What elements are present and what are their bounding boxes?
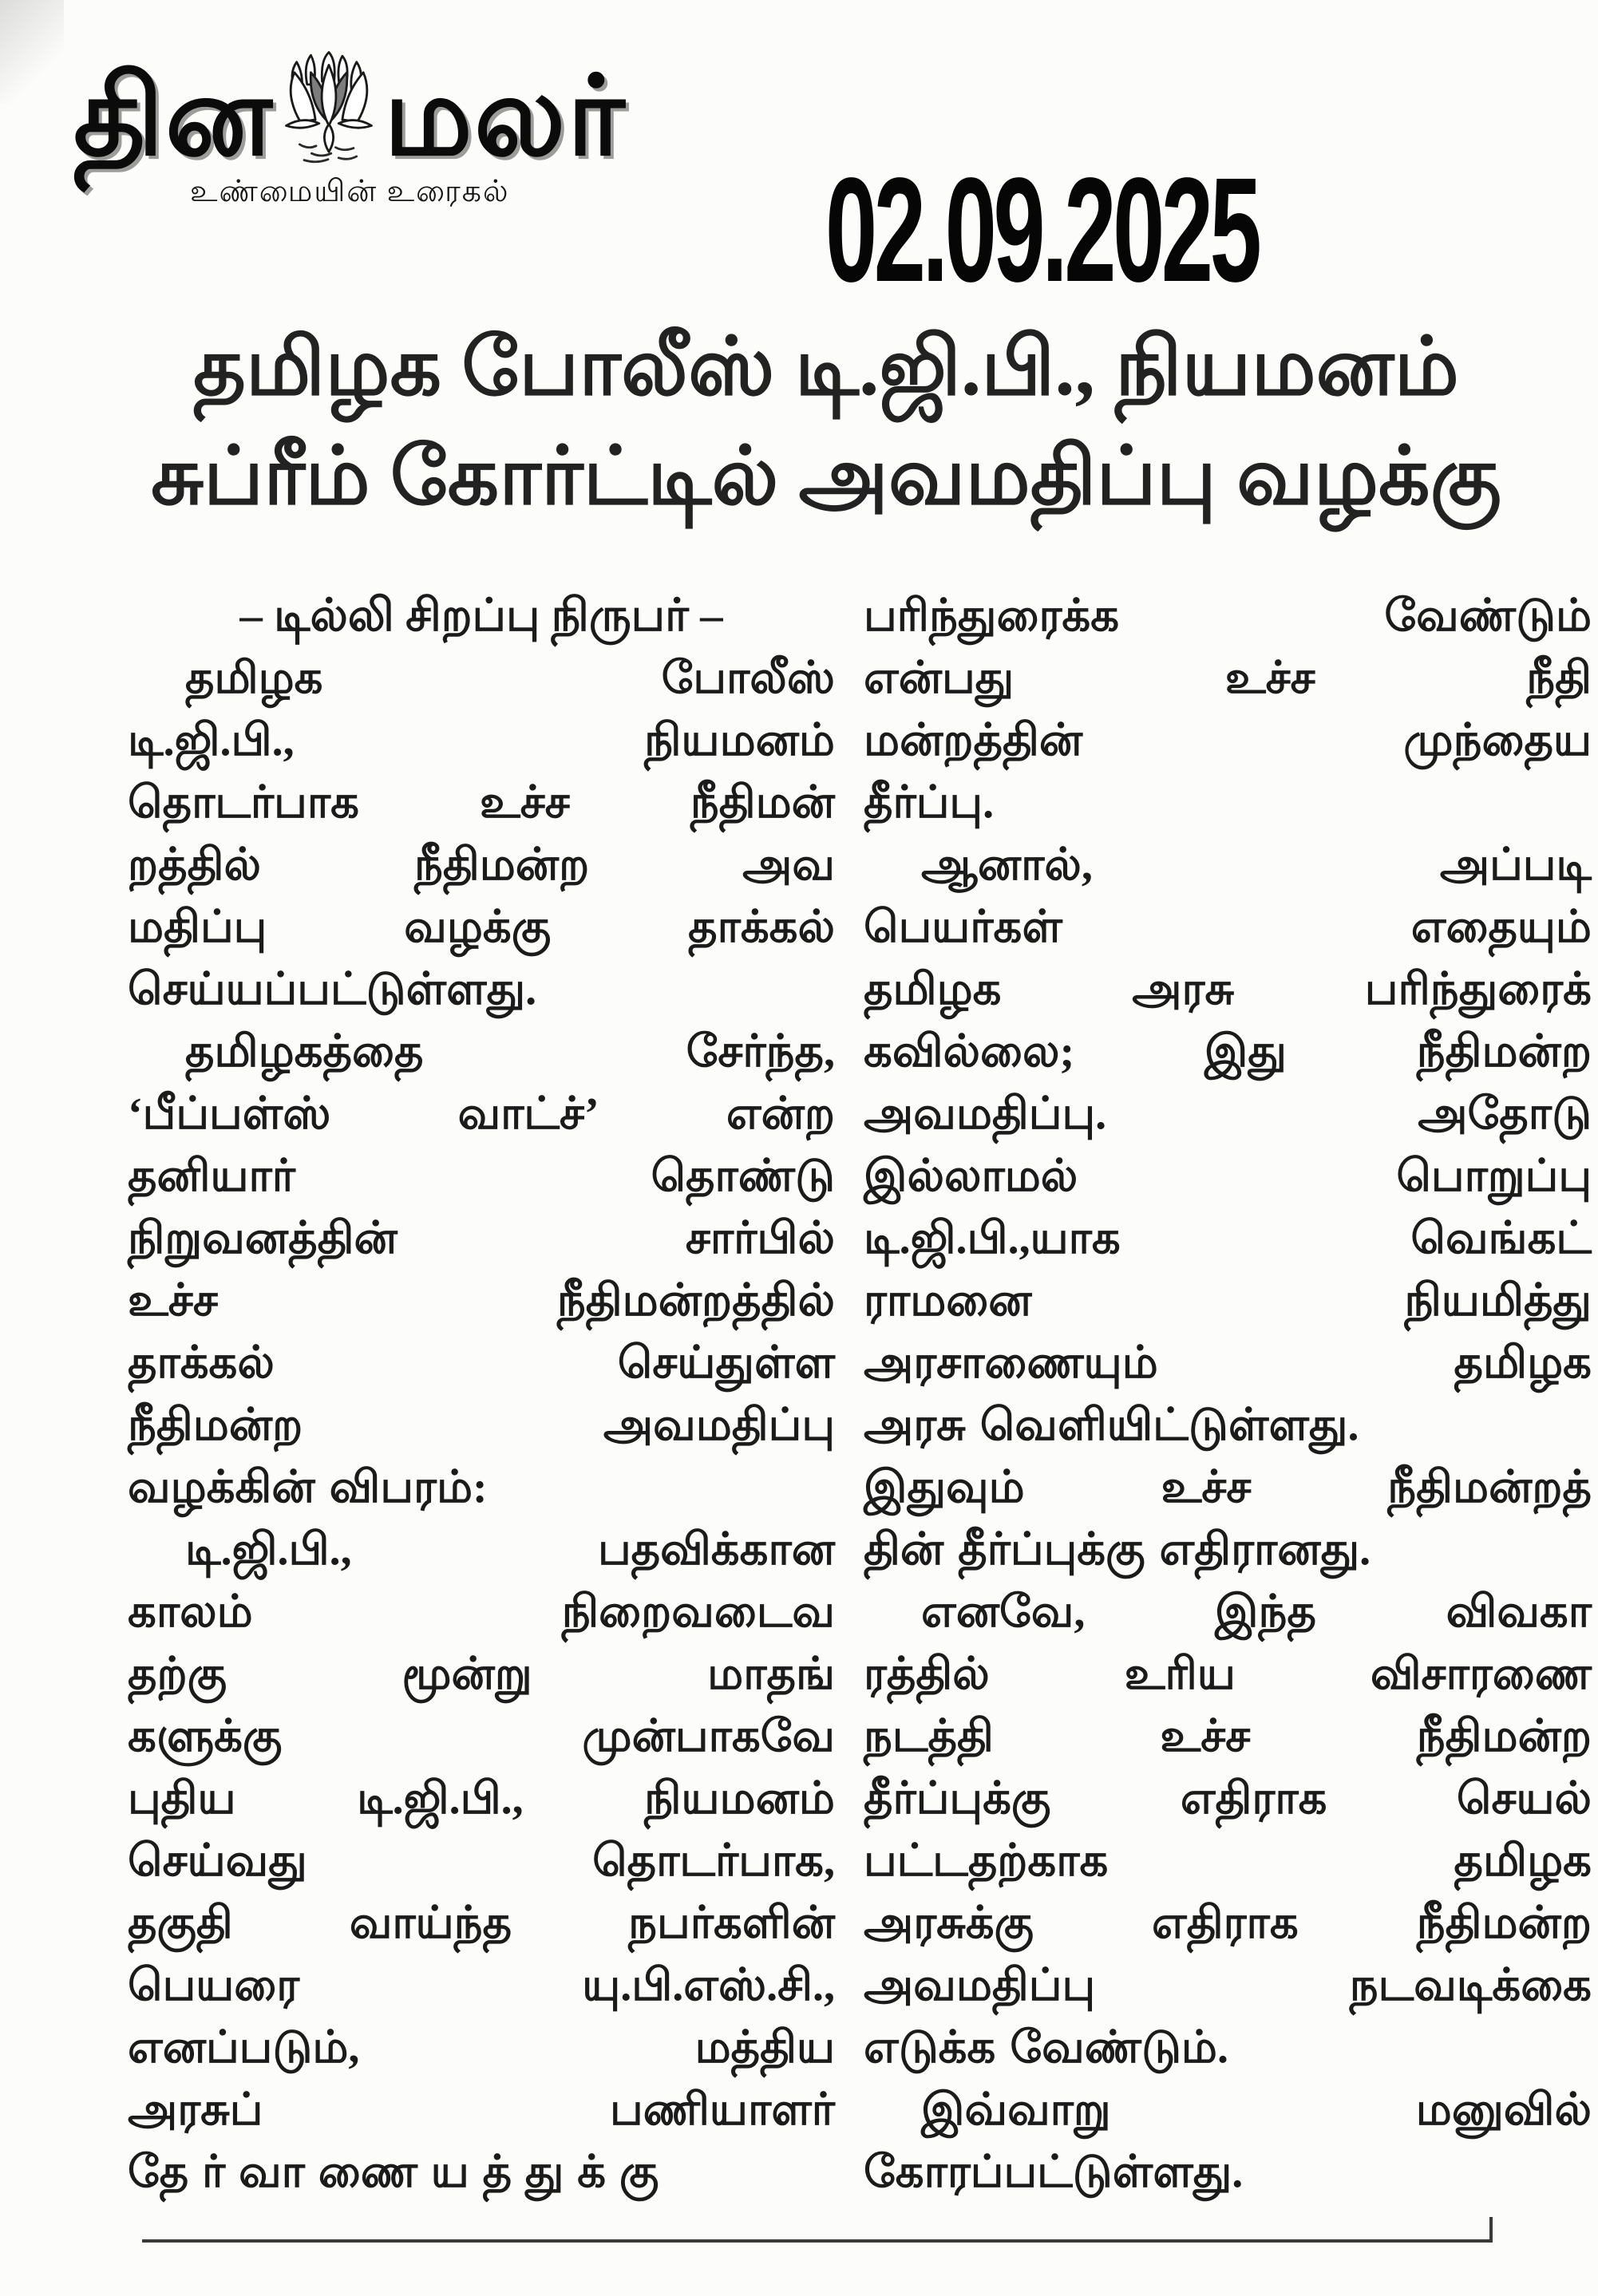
word: எனவே, (921, 1587, 1086, 1637)
word: எதிராக (1152, 1898, 1299, 1948)
bottom-rule-tick (1489, 2217, 1493, 2243)
article-body (128, 587, 1592, 2206)
word: தனியார் (128, 1151, 295, 1201)
word: யு.பி.எஸ்.சி., (582, 1960, 835, 2010)
text-line (864, 2019, 1592, 2081)
word: இவ்வாறு (921, 2085, 1111, 2135)
text-line (864, 1148, 1592, 1210)
word: உச்ச (1161, 1462, 1252, 1512)
word: முந்தைய (1403, 715, 1592, 765)
word: களுக்கு (128, 1711, 283, 1761)
word: அரசுப் (128, 2085, 263, 2135)
word: மன்றத்தின் (864, 715, 1083, 765)
text-line (128, 1148, 835, 1210)
word: அப்படி (1439, 840, 1592, 890)
issue-date-text: 02.09.2025 (825, 148, 1259, 313)
word: எனப்படும், (128, 2022, 360, 2073)
text-line (128, 650, 835, 712)
text-line (128, 1646, 835, 1708)
word: டி.ஜி.பி., (128, 715, 295, 765)
dinamalar-logo (73, 56, 627, 209)
word: அவமதிப்பு. (864, 1089, 1107, 1139)
word: எதிராக (1180, 1773, 1327, 1824)
word: உச்ச (1224, 653, 1315, 703)
text-line (864, 1770, 1592, 1832)
word: வெங்கட் (1410, 1213, 1592, 1263)
text-line (864, 1895, 1592, 1957)
word: தின் (864, 1524, 944, 1575)
word: மத்திய (694, 2022, 835, 2073)
word: டி.ஜி.பி.,யாக (864, 1213, 1121, 1263)
word: ஆனால், (921, 840, 1093, 890)
word: டி.ஜி.பி., (357, 1773, 524, 1824)
logo-row (73, 56, 627, 178)
word: போலீஸ் (661, 653, 835, 703)
word: தமிழக (185, 653, 323, 703)
text-line (864, 1210, 1592, 1272)
word: எடுக்க (864, 2022, 996, 2073)
word: எதிரானது. (1159, 1524, 1371, 1575)
word: பெயர்கள் (864, 902, 1062, 952)
word: அவமதிப்பு (864, 1960, 1096, 2010)
text-line (864, 1085, 1592, 1148)
word: தமிழக (1454, 1338, 1592, 1388)
word: தேர்வாணையத்துக்கு (128, 2147, 673, 2197)
word: என்ற (726, 1089, 835, 1139)
bottom-rule (142, 2239, 1493, 2243)
word: நீதி (1526, 653, 1592, 703)
word: புதிய (128, 1773, 236, 1824)
word: வழக்கு (404, 902, 552, 952)
text-line (864, 1708, 1592, 1770)
text-line (864, 836, 1592, 899)
word: செயல் (1456, 1773, 1592, 1824)
word: கவில்லை; (864, 1026, 1075, 1077)
text-line (128, 1895, 835, 1957)
word: இது (1204, 1026, 1287, 1077)
text-line (128, 1334, 835, 1397)
word: தீர்ப்புக்கு (864, 1773, 1051, 1824)
word: ‘பீப்பள்ஸ் (128, 1089, 331, 1139)
word: மனுவில் (1415, 2085, 1592, 2135)
text-line (128, 2081, 835, 2144)
text-line (864, 712, 1592, 774)
text-line (864, 1397, 1592, 1459)
word: தீர்ப்பு. (864, 777, 995, 828)
word: அதோடு (1418, 1089, 1592, 1139)
word: செய்யப்பட்டுள்ளது. (128, 964, 537, 1014)
issue-date (825, 148, 1513, 313)
byline: – டில்லி சிறப்பு நிருபர் – (239, 590, 723, 641)
word: மதிப்பு (128, 902, 267, 952)
word: உச்ச (128, 1275, 218, 1326)
word: இந்த (1215, 1587, 1316, 1637)
word: அரசுக்கு (864, 1898, 1034, 1948)
word: வேண்டும். (1010, 2022, 1228, 2073)
word: செய்துள்ள (617, 1338, 835, 1388)
text-line (864, 1334, 1592, 1397)
word: சேர்ந்த, (686, 1026, 835, 1077)
word: நீதிமன்றத்தில் (556, 1275, 835, 1326)
word: தகுதி (128, 1898, 233, 1948)
word: வாய்ந்த (349, 1898, 512, 1948)
word: ரத்தில் (864, 1649, 990, 1699)
article-column-left (128, 587, 835, 2206)
text-line (864, 2081, 1592, 2144)
word: உரிய (1124, 1649, 1236, 1699)
word: நீதிமன்ற (128, 1400, 303, 1450)
word: விசாரணை (1370, 1649, 1592, 1699)
text-line (864, 1521, 1592, 1583)
word: தமிழக (864, 964, 1002, 1014)
word: நியமனம் (644, 715, 835, 765)
word: தற்கு (128, 1649, 227, 1699)
logo-text-malar: மலர் (383, 56, 627, 178)
word: தீர்ப்புக்கு (958, 1524, 1145, 1575)
word: நிறுவனத்தின் (128, 1213, 398, 1263)
word: நடவடிக்கை (1349, 1960, 1592, 2010)
word: நியமனம் (644, 1773, 835, 1824)
text-line (864, 774, 1592, 836)
text-line (128, 1085, 835, 1148)
word: நடத்தி (864, 1711, 994, 1761)
text-line (128, 1957, 835, 2019)
text-line (864, 899, 1592, 961)
word: தொண்டு (651, 1151, 835, 1201)
scan-smudge (0, 0, 64, 104)
logo-text-thina: தின (73, 56, 274, 178)
text-line (128, 1459, 835, 1521)
word: மூன்று (401, 1649, 532, 1699)
text-line (128, 836, 835, 899)
text-line (128, 1521, 835, 1583)
word: நீதிமன் (690, 777, 835, 828)
text-line (128, 2019, 835, 2081)
text-line (128, 712, 835, 774)
text-line (128, 899, 835, 961)
word: அரசு (864, 1400, 966, 1450)
text-line (864, 650, 1592, 712)
word: செய்வது (128, 1836, 307, 1886)
text-line (128, 1708, 835, 1770)
word: வெளியிட்டுள்ளது. (979, 1400, 1359, 1450)
word: வேண்டும் (1384, 591, 1592, 641)
word: இல்லாமல் (864, 1151, 1078, 1201)
text-line (128, 774, 835, 836)
word: உச்ச (1160, 1711, 1251, 1761)
word: கோரப்பட்டுள்ளது. (864, 2147, 1244, 2197)
word: தாக்கல் (688, 902, 835, 952)
text-line (128, 961, 835, 1023)
word: நபர்களின் (628, 1898, 835, 1948)
word: நிறைவடைவ (561, 1587, 835, 1637)
word: அரசாணையும் (864, 1338, 1158, 1388)
text-line (864, 961, 1592, 1023)
word: நீதிமன்ற (1416, 1898, 1592, 1948)
word: நீதிமன்ற (1416, 1026, 1592, 1077)
text-line (128, 2144, 835, 2206)
word: முன்பாகவே (582, 1711, 835, 1761)
word: ராமனை (864, 1275, 1032, 1326)
text-line (128, 1832, 835, 1895)
text-line (128, 1023, 835, 1085)
logo-tagline: உண்மையின் உரைகல் (189, 175, 510, 208)
word: வழக்கின் (128, 1462, 315, 1512)
word: பரிந்துரைக் (1364, 964, 1592, 1014)
text-line (128, 1272, 835, 1334)
word: என்பது (864, 653, 1015, 703)
text-line (864, 587, 1592, 650)
word: இதுவும் (864, 1462, 1025, 1512)
article-column-right (864, 587, 1592, 2206)
word: பதவிக்கான (597, 1524, 835, 1575)
text-line (864, 1832, 1592, 1895)
word: விவகா (1446, 1587, 1592, 1637)
word: தொடர்பாக (128, 777, 359, 828)
text-line (864, 1646, 1592, 1708)
word: பணியாளர் (609, 2085, 835, 2135)
word: அவ (742, 840, 835, 890)
word: தமிழக (1454, 1836, 1592, 1886)
word: பரிந்துரைக்க (864, 591, 1120, 641)
text-line (128, 1397, 835, 1459)
text-line (128, 1770, 835, 1832)
word: றத்தில் (128, 840, 261, 890)
text-line (864, 1459, 1592, 1521)
text-line (864, 1023, 1592, 1085)
text-line (864, 1583, 1592, 1646)
text-line (128, 1583, 835, 1646)
word: அவமதிப்பு (603, 1400, 835, 1450)
text-line (864, 2144, 1592, 2206)
word: தாக்கல் (128, 1338, 275, 1388)
word: உச்ச (479, 777, 570, 828)
word: தொடர்பாக, (592, 1836, 835, 1886)
word: அரசு (1132, 964, 1234, 1014)
word: வாட்ச்’ (457, 1089, 599, 1139)
word: நீதிமன்ற (413, 840, 590, 890)
word: எதையும் (1410, 902, 1592, 952)
word: டி.ஜி.பி., (185, 1524, 352, 1575)
word: பட்டதற்காக (864, 1836, 1109, 1886)
word: விபரம்: (329, 1462, 488, 1512)
word: பொறுப்பு (1396, 1151, 1592, 1201)
word: நியமித்து (1404, 1275, 1592, 1326)
text-line (864, 1957, 1592, 2019)
word: மாதங் (707, 1649, 835, 1699)
headline (112, 313, 1541, 532)
text-line (128, 1210, 835, 1272)
lotus-icon (280, 46, 378, 168)
text-line (864, 1272, 1592, 1334)
word: நீதிமன்ற (1416, 1711, 1592, 1761)
word: பெயரை (128, 1960, 300, 2010)
headline-line-2: சுப்ரீம் கோர்ட்டில் அவமதிப்பு வழக்கு (151, 432, 1501, 521)
word: காலம் (128, 1587, 253, 1637)
headline-line-1: தமிழக போலீஸ் டி.ஜி.பி., நியமனம் (193, 322, 1459, 412)
word: நீதிமன்றத் (1387, 1462, 1592, 1512)
word: சார்பில் (685, 1213, 835, 1263)
word: தமிழகத்தை (185, 1026, 424, 1077)
